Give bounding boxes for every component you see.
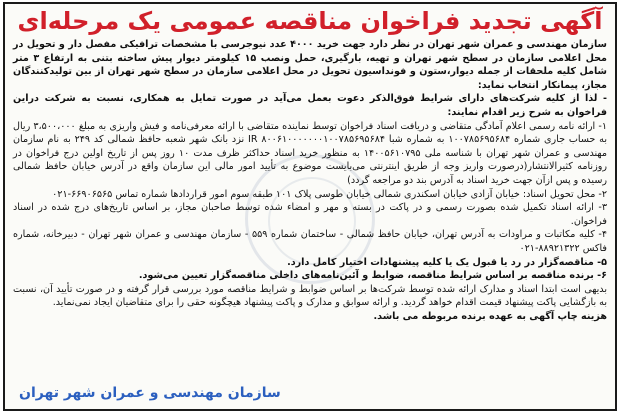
item-5: ۵- مناقصه‌گزار در رد یا قبول یک یا کلیه پیشنهادات اختیار کامل دارد. [287,256,607,268]
ad-title: آگهی تجدید فراخوان مناقصه عمومی یک مرحله‌ای [17,7,603,35]
item-6: ۶- برنده مناقصه بر اساس شرایط مناقصه، ضوابط و آئین‌نامه‌های داخلی مناقصه‌گزار تعیین می‌شود. [138,270,607,282]
item-4: ۴- کلیه مکاتبات و مراودات به آدرس تهران، خیابان حافظ شمالی - ساختمان شماره ۵۵۹ - سازمان مهندسی و عمران شهر تهران - دبیرخانه، شماره فاکس ۸۸۹۲۱۳۲۲-۰۲۱ [13,229,608,254]
intro-paragraph [13,38,607,92]
item-1: ۱- ارائه نامه رسمی اعلام آمادگی متقاضی و دریافت اسناد فراخوان توسط نماینده متقاضی با ارائه معرفی‌نامه و فیش واریزی به مبلغ ۳،۵۰۰،۰۰۰ ریال به حساب جاری شماره ۱۰۰۷۸۵۶۹۵۶۸۴ به شماره شبا IR ۸۰۰۶۱۰۰۰۰۰۰۰۱۰۰۷۸۵۶۹۵۶۸۴ نزد بانک شهر شعبه حافظ شمالی کد ۲۴۹ به نام سازمان مهندسی و عمران شهر تهران با شناسه ملی ۱۴۰۰۵۶۱۰۷۹۵ به منظور خرید اسناد حداکثر ظرف مدت ۱۰ روز پس از تاریخ اولین درج فراخوان در روزنامه کثیرالانتشار(درصورت واریز وجه از طریق اینترنتی می‌بایست موضوع به تأیید امور مالی این سازمان واقع در آدرس خیابان حافظ شمالی رسیده و پس ازآن جهت خرید اسناد به آدرس بند دو مراجعه گردد) [13,120,608,186]
intro-text: سازمان مهندسی و عمران شهر تهران در نظر دارد جهت خرید ۴۰۰۰ عدد نیوجرسی با مشخصات ترافیکی مفصل دار و تحویل در محل اعلامی سازمان در سطح شهر تهران و تهیه، بارگیری، حمل ونصب ۱۵ کیلومتر دیوار پیش ساخته بتنی به ارتفاع ۳ متر شامل کلیه ملحقات از جمله دیوار،ستون و فونداسیون تحویل در محل اعلامی سازمان در سطح شهر تهران از بین تولیدکنندگان مجاز، پیمانکار انتخاب نماید: [13,39,607,91]
invite-paragraph: - لذا از کلیه شرکت‌های دارای شرایط فوق‌الذکر دعوت بعمل می‌آید در صورت تمایل به همکاری، نسبت به شرکت دراین فراخوان به شرح زیر اقدام نمایند: [13,93,607,118]
footer-cost-note: هزینه چاپ آگهی به عهده برنده مربوطه می باشد. [373,310,607,322]
footer-note: بدیهی است ابتدا اسناد و مدارک ارائه شده توسط شرکت‌ها بر اساس ضوابط و شرایط مناقصه مورد بررسی قرار گرفته و در صورت تأیید آن، نسبت به بازگشایی پاکت پیشنهاد قیمت اقدام خواهد گردید. و ارائه سوابق و مدارک و پاکت پیشنهاد هیچگونه حقی را برای متقاضیان ایجاد نمی‌نماید. [13,283,607,309]
item-2: ۲- محل تحویل اسناد: خیابان آزادی خیابان اسکندری شمالی خیابان طوسی پلاک ۱۰۱ طبقه سوم امور قراردادها شماره تماس ۶۶۹۰۶۵۶۵-۰۲۱ [52,188,607,200]
tender-advertisement [3,2,617,411]
item-3: ۳- ارائه اسناد تکمیل شده بصورت رسمی و در پاکت در بسته و مهر و امضاء شده توسط صاحبان مجاز، بر اساس تاریخ‌های درج شده در اسناد فراخوان. [13,202,607,227]
ad-body [13,38,607,323]
signature: سازمان مهندسی و عمران شهر تهران [19,385,281,401]
